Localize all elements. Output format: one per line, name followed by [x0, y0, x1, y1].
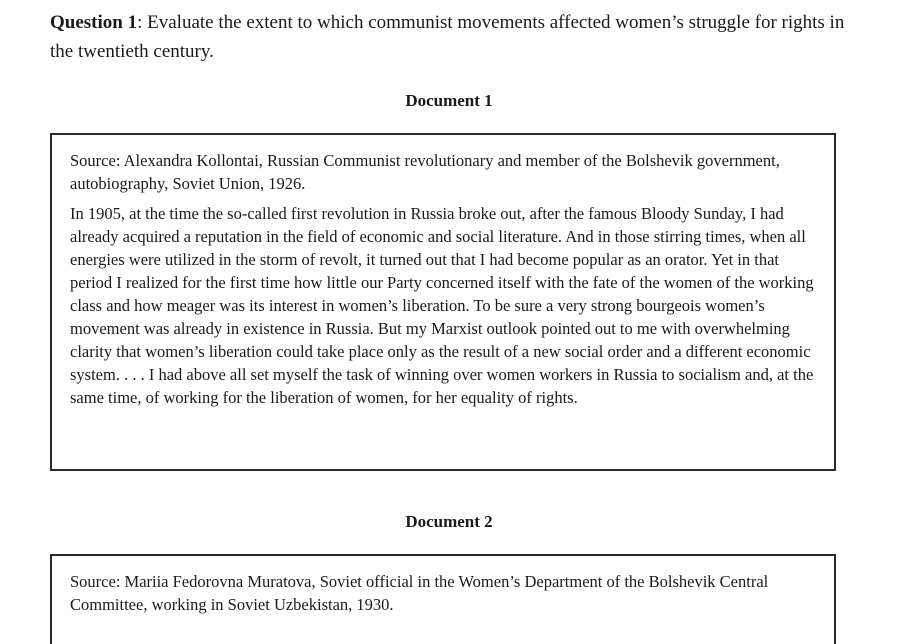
question-prompt	[50, 8, 850, 66]
question-text: : Evaluate the extent to which communist movements affected women’s struggle for rights in the twentieth century.	[50, 12, 845, 62]
document-1-heading: Document 1	[405, 91, 493, 110]
document-2-box	[50, 554, 836, 644]
document-1-body: In 1905, at the time the so-called first revolution in Russia broke out, after the famous Bloody Sunday, I had already acquired a reputation in the field of economic and social literature. And in those stirring times, when all energies were utilized in the storm of revolt, it turned out that I had become popular as an orator. Yet in that period I realized for the first time how little our Party concerned itself with the fate of the women of the working class and how meager was its interest in women’s liberation. To be sure a very strong bourgeois women’s movement was already in existence in Russia. But my Marxist outlook pointed out to me with overwhelming clarity that women’s liberation could take place only as the result of a new social order and a different economic system. . . . I had above all set myself the task of winning over women workers in Russia to socialism and, at the same time, of working for the liberation of women, for her equality of rights.	[70, 204, 814, 407]
document-1-box	[50, 133, 836, 471]
document-2-source: Source: Mariia Fedorovna Muratova, Soviet official in the Women’s Department of the Bolshevik Central Committee, working in Soviet Uzbekistan, 1930.	[70, 572, 769, 614]
document-1-source: Source: Alexandra Kollontai, Russian Communist revolutionary and member of the Bolshevik government, autobiography, Soviet Union, 1926.	[70, 151, 780, 193]
document-2-heading: Document 2	[405, 512, 493, 531]
question-label: Question 1	[50, 12, 138, 33]
